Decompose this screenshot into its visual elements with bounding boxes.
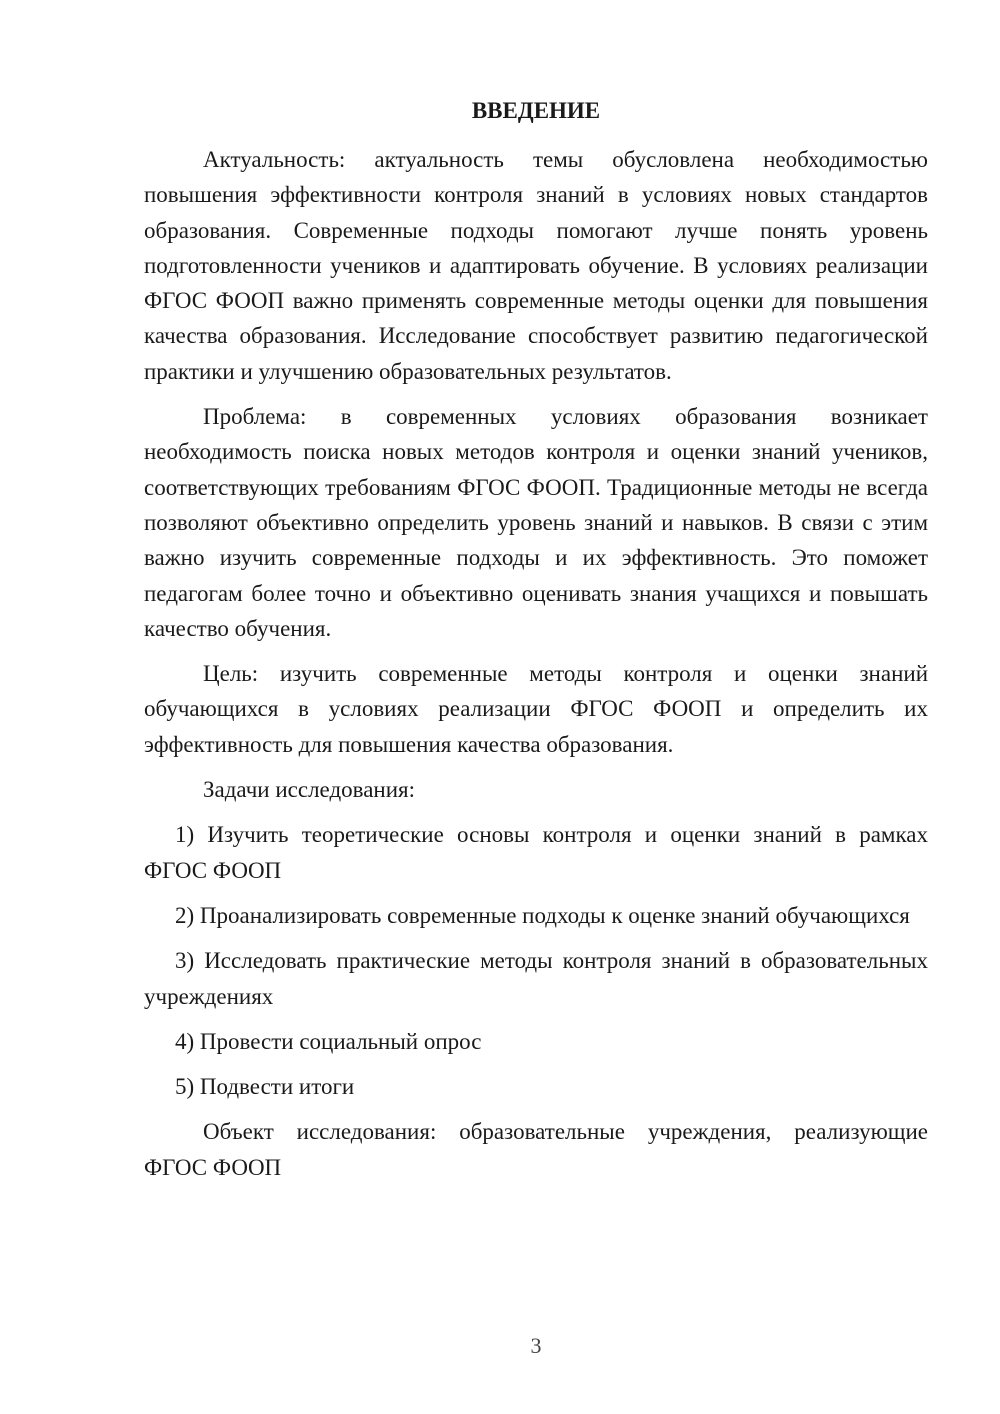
task-item-4: 4) Провести социальный опрос	[175, 1028, 482, 1054]
paragraph-problem: Проблема: в современных условиях образования возникает необходимость поиска новых методов контроля и оценки знаний учеников, соответствующих требованиям ФГОС ФООП. Традиционные методы не всегда позволяют объективно определить уровень знаний и навыков. В связи с этим важно изучить современные подходы и их эффективность. Это поможет педагогам более точно и объективно оценивать знания учащихся и повышать качество обучения.	[144, 404, 928, 641]
page-number: 3	[530, 1333, 542, 1358]
paragraph-object: Объект исследования: образовательные учреждения, реализующие ФГОС ФООП	[144, 1119, 928, 1180]
task-item-3: 3) Исследовать практические методы контроля знаний в образовательных учреждениях	[144, 948, 928, 1009]
task-item-1: 1) Изучить теоретические основы контроля и оценки знаний в рамках ФГОС ФООП	[144, 822, 928, 883]
task-item-2: 2) Проанализировать современные подходы к оценке знаний обучающихся	[175, 902, 910, 928]
section-heading: ВВЕДЕНИЕ	[471, 98, 601, 123]
tasks-title: Задачи исследования:	[203, 777, 416, 803]
task-item-5: 5) Подвести итоги	[175, 1074, 355, 1100]
document-body	[144, 142, 928, 1185]
paragraph-goal: Цель: изучить современные методы контроля и оценки знаний обучающихся в условиях реализации ФГОС ФООП и определить их эффективность для повышения качества образования.	[144, 661, 928, 757]
paragraph-relevance: Актуальность: актуальность темы обусловлена необходимостью повышения эффективности контроля знаний в условиях новых стандартов образования. Современные подходы помогают лучше понять уровень подготовленности учеников и адаптировать обучение. В условиях реализации ФГОС ФООП важно применять современные методы оценки для повышения качества образования. Исследование способствует развитию педагогической практики и улучшению образовательных результатов.	[144, 147, 928, 384]
